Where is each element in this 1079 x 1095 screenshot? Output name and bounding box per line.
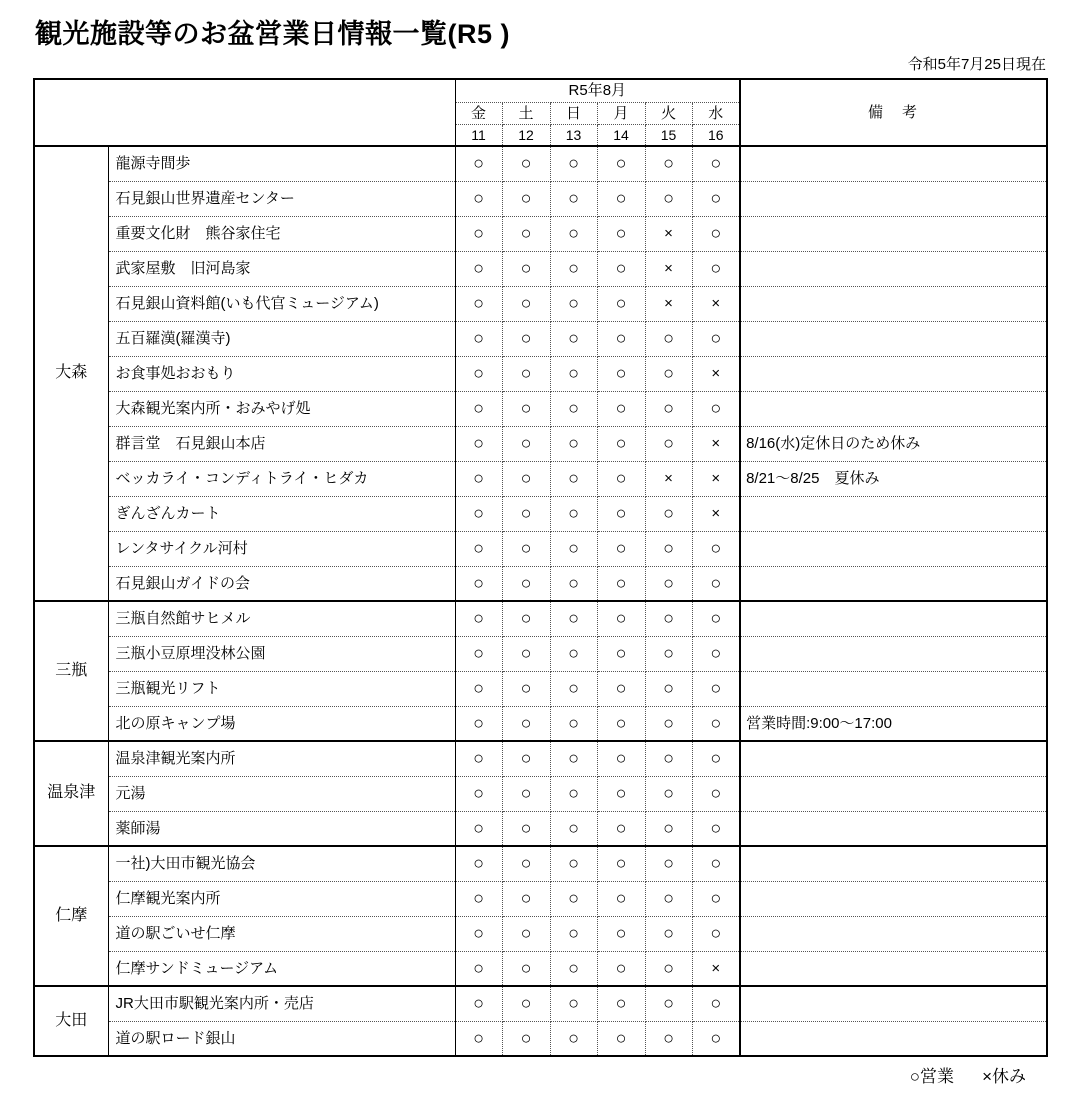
open-mark: ○ <box>455 671 502 706</box>
remark <box>740 986 1047 1021</box>
open-mark: ○ <box>645 881 692 916</box>
open-mark: ○ <box>455 356 502 391</box>
open-mark: ○ <box>455 846 502 881</box>
remark <box>740 846 1047 881</box>
remark <box>740 881 1047 916</box>
open-mark: ○ <box>645 916 692 951</box>
open-mark: ○ <box>692 601 740 636</box>
open-mark: ○ <box>692 146 740 181</box>
open-mark: ○ <box>597 461 645 496</box>
open-mark: ○ <box>597 251 645 286</box>
open-mark: ○ <box>597 391 645 426</box>
open-mark: ○ <box>645 391 692 426</box>
open-mark: ○ <box>502 846 550 881</box>
table-row <box>34 181 1047 216</box>
open-mark: ○ <box>550 181 597 216</box>
facility-name: 仁摩サンドミュージアム <box>108 951 455 986</box>
open-mark: ○ <box>502 986 550 1021</box>
schedule-table <box>33 78 1048 1057</box>
remark <box>740 496 1047 531</box>
open-mark: ○ <box>692 391 740 426</box>
group-label: 大森 <box>34 146 108 601</box>
open-mark: ○ <box>597 216 645 251</box>
day-header-tue: 火 <box>645 103 692 125</box>
table-row <box>34 951 1047 986</box>
open-mark: ○ <box>502 1021 550 1056</box>
facility-name: 五百羅漢(羅漢寺) <box>108 321 455 356</box>
facility-name: 大森観光案内所・おみやげ処 <box>108 391 455 426</box>
remarks-header: 備 考 <box>740 79 1047 146</box>
remark: 8/21～8/25 夏休み <box>740 461 1047 496</box>
table-row <box>34 671 1047 706</box>
open-mark: ○ <box>692 566 740 601</box>
remark <box>740 601 1047 636</box>
open-mark: ○ <box>502 146 550 181</box>
open-mark: ○ <box>692 636 740 671</box>
open-mark: ○ <box>692 216 740 251</box>
table-row <box>34 566 1047 601</box>
open-mark: ○ <box>692 776 740 811</box>
open-mark: ○ <box>502 776 550 811</box>
open-mark: ○ <box>502 916 550 951</box>
facility-name: 温泉津観光案内所 <box>108 741 455 776</box>
facility-name: 石見銀山世界遺産センター <box>108 181 455 216</box>
facility-name: 三瓶小豆原埋没林公園 <box>108 636 455 671</box>
open-mark: ○ <box>597 846 645 881</box>
table-row <box>34 706 1047 741</box>
open-mark: ○ <box>455 146 502 181</box>
open-mark: ○ <box>455 986 502 1021</box>
remark <box>740 391 1047 426</box>
table-row <box>34 286 1047 321</box>
legend-closed: ×休み <box>982 1067 1026 1086</box>
month-header: R5年8月 <box>455 79 740 103</box>
facility-name: 仁摩観光案内所 <box>108 881 455 916</box>
open-mark: ○ <box>550 286 597 321</box>
open-mark: ○ <box>550 986 597 1021</box>
facility-name: レンタサイクル河村 <box>108 531 455 566</box>
open-mark: ○ <box>550 811 597 846</box>
open-mark: ○ <box>645 426 692 461</box>
closed-mark: × <box>645 286 692 321</box>
open-mark: ○ <box>692 811 740 846</box>
remark <box>740 216 1047 251</box>
date-header-11: 11 <box>455 125 502 147</box>
facility-table-body <box>34 146 1047 1056</box>
remark <box>740 356 1047 391</box>
open-mark: ○ <box>597 601 645 636</box>
open-mark: ○ <box>692 916 740 951</box>
facility-name: 道の駅ロード銀山 <box>108 1021 455 1056</box>
facility-name: 北の原キャンプ場 <box>108 706 455 741</box>
group-label: 三瓶 <box>34 601 108 741</box>
open-mark: ○ <box>550 426 597 461</box>
open-mark: ○ <box>455 216 502 251</box>
remark <box>740 531 1047 566</box>
open-mark: ○ <box>455 706 502 741</box>
table-row <box>34 916 1047 951</box>
open-mark: ○ <box>550 251 597 286</box>
open-mark: ○ <box>597 811 645 846</box>
remark <box>740 146 1047 181</box>
closed-mark: × <box>645 251 692 286</box>
open-mark: ○ <box>502 811 550 846</box>
open-mark: ○ <box>502 531 550 566</box>
open-mark: ○ <box>645 741 692 776</box>
open-mark: ○ <box>550 356 597 391</box>
open-mark: ○ <box>550 566 597 601</box>
open-mark: ○ <box>502 251 550 286</box>
open-mark: ○ <box>455 391 502 426</box>
open-mark: ○ <box>550 146 597 181</box>
open-mark: ○ <box>502 706 550 741</box>
open-mark: ○ <box>645 601 692 636</box>
table-row <box>34 811 1047 846</box>
table-row <box>34 1021 1047 1056</box>
open-mark: ○ <box>692 321 740 356</box>
open-mark: ○ <box>645 496 692 531</box>
open-mark: ○ <box>550 391 597 426</box>
page-title: 観光施設等のお盆営業日情報一覧(R5 ) <box>35 19 510 49</box>
open-mark: ○ <box>645 986 692 1021</box>
open-mark: ○ <box>455 601 502 636</box>
group-label: 大田 <box>34 986 108 1056</box>
blank-header-cell <box>34 79 455 146</box>
open-mark: ○ <box>550 706 597 741</box>
open-mark: ○ <box>502 426 550 461</box>
open-mark: ○ <box>550 216 597 251</box>
table-row <box>34 216 1047 251</box>
group-label: 仁摩 <box>34 846 108 986</box>
open-mark: ○ <box>550 461 597 496</box>
open-mark: ○ <box>645 1021 692 1056</box>
open-mark: ○ <box>550 496 597 531</box>
facility-name: JR大田市駅観光案内所・売店 <box>108 986 455 1021</box>
open-mark: ○ <box>597 321 645 356</box>
open-mark: ○ <box>597 566 645 601</box>
open-mark: ○ <box>645 671 692 706</box>
facility-name: 石見銀山ガイドの会 <box>108 566 455 601</box>
table-row <box>34 321 1047 356</box>
open-mark: ○ <box>550 776 597 811</box>
group-label: 温泉津 <box>34 741 108 846</box>
open-mark: ○ <box>455 531 502 566</box>
open-mark: ○ <box>502 286 550 321</box>
open-mark: ○ <box>692 251 740 286</box>
open-mark: ○ <box>455 1021 502 1056</box>
open-mark: ○ <box>597 741 645 776</box>
remark: 8/16(水)定休日のため休み <box>740 426 1047 461</box>
open-mark: ○ <box>502 356 550 391</box>
remark <box>740 811 1047 846</box>
open-mark: ○ <box>502 566 550 601</box>
table-row <box>34 636 1047 671</box>
open-mark: ○ <box>597 916 645 951</box>
date-header-16: 16 <box>692 125 740 147</box>
facility-name: 元湯 <box>108 776 455 811</box>
open-mark: ○ <box>502 741 550 776</box>
closed-mark: × <box>692 356 740 391</box>
open-mark: ○ <box>645 636 692 671</box>
table-row <box>34 426 1047 461</box>
remark <box>740 181 1047 216</box>
open-mark: ○ <box>502 461 550 496</box>
open-mark: ○ <box>597 636 645 671</box>
open-mark: ○ <box>550 846 597 881</box>
open-mark: ○ <box>550 671 597 706</box>
table-row <box>34 251 1047 286</box>
remark <box>740 251 1047 286</box>
open-mark: ○ <box>502 881 550 916</box>
open-mark: ○ <box>645 776 692 811</box>
open-mark: ○ <box>692 846 740 881</box>
closed-mark: × <box>692 286 740 321</box>
open-mark: ○ <box>550 951 597 986</box>
open-mark: ○ <box>645 181 692 216</box>
facility-name: ぎんざんカート <box>108 496 455 531</box>
open-mark: ○ <box>645 566 692 601</box>
open-mark: ○ <box>550 601 597 636</box>
open-mark: ○ <box>455 461 502 496</box>
open-mark: ○ <box>550 531 597 566</box>
open-mark: ○ <box>502 601 550 636</box>
as-of-date: 令和5年7月25日現在 <box>907 56 1046 73</box>
facility-name: 三瓶自然館サヒメル <box>108 601 455 636</box>
day-header-sun: 日 <box>550 103 597 125</box>
open-mark: ○ <box>597 951 645 986</box>
open-mark: ○ <box>597 671 645 706</box>
open-mark: ○ <box>455 321 502 356</box>
open-mark: ○ <box>502 496 550 531</box>
open-mark: ○ <box>502 671 550 706</box>
open-mark: ○ <box>455 426 502 461</box>
open-mark: ○ <box>550 321 597 356</box>
open-mark: ○ <box>692 181 740 216</box>
remark <box>740 566 1047 601</box>
open-mark: ○ <box>597 531 645 566</box>
day-header-wed: 水 <box>692 103 740 125</box>
open-mark: ○ <box>597 496 645 531</box>
open-mark: ○ <box>692 986 740 1021</box>
open-mark: ○ <box>455 251 502 286</box>
open-mark: ○ <box>645 146 692 181</box>
legend <box>33 1062 1046 1087</box>
open-mark: ○ <box>645 951 692 986</box>
open-mark: ○ <box>455 916 502 951</box>
remark <box>740 776 1047 811</box>
open-mark: ○ <box>455 951 502 986</box>
facility-name: 薬師湯 <box>108 811 455 846</box>
open-mark: ○ <box>455 636 502 671</box>
open-mark: ○ <box>502 951 550 986</box>
open-mark: ○ <box>455 776 502 811</box>
open-mark: ○ <box>645 706 692 741</box>
open-mark: ○ <box>692 881 740 916</box>
remark: 営業時間:9:00～17:00 <box>740 706 1047 741</box>
table-row <box>34 391 1047 426</box>
open-mark: ○ <box>692 1021 740 1056</box>
table-row <box>34 146 1047 181</box>
open-mark: ○ <box>597 356 645 391</box>
date-header-12: 12 <box>502 125 550 147</box>
open-mark: ○ <box>597 1021 645 1056</box>
open-mark: ○ <box>550 636 597 671</box>
table-row <box>34 461 1047 496</box>
open-mark: ○ <box>597 426 645 461</box>
open-mark: ○ <box>692 531 740 566</box>
open-mark: ○ <box>597 706 645 741</box>
facility-name: 重要文化財 熊谷家住宅 <box>108 216 455 251</box>
open-mark: ○ <box>455 496 502 531</box>
remark <box>740 1021 1047 1056</box>
facility-name: お食事処おおもり <box>108 356 455 391</box>
table-row <box>34 741 1047 776</box>
open-mark: ○ <box>692 741 740 776</box>
day-header-mon: 月 <box>597 103 645 125</box>
closed-mark: × <box>692 426 740 461</box>
facility-name: ベッカライ・コンディトライ・ヒダカ <box>108 461 455 496</box>
facility-name: 群言堂 石見銀山本店 <box>108 426 455 461</box>
open-mark: ○ <box>597 881 645 916</box>
table-row <box>34 531 1047 566</box>
open-mark: ○ <box>597 776 645 811</box>
open-mark: ○ <box>455 286 502 321</box>
open-mark: ○ <box>645 846 692 881</box>
date-header-14: 14 <box>597 125 645 147</box>
facility-name: 道の駅ごいせ仁摩 <box>108 916 455 951</box>
open-mark: ○ <box>645 356 692 391</box>
remark <box>740 916 1047 951</box>
remark <box>740 671 1047 706</box>
remark <box>740 321 1047 356</box>
open-mark: ○ <box>455 811 502 846</box>
facility-name: 龍源寺間歩 <box>108 146 455 181</box>
table-row <box>34 986 1047 1021</box>
open-mark: ○ <box>455 881 502 916</box>
table-row <box>34 776 1047 811</box>
day-header-fri: 金 <box>455 103 502 125</box>
open-mark: ○ <box>550 916 597 951</box>
remark <box>740 951 1047 986</box>
open-mark: ○ <box>597 146 645 181</box>
open-mark: ○ <box>502 391 550 426</box>
facility-name: 三瓶観光リフト <box>108 671 455 706</box>
open-mark: ○ <box>645 321 692 356</box>
open-mark: ○ <box>502 181 550 216</box>
table-row <box>34 881 1047 916</box>
closed-mark: × <box>645 461 692 496</box>
open-mark: ○ <box>455 741 502 776</box>
closed-mark: × <box>692 496 740 531</box>
open-mark: ○ <box>455 181 502 216</box>
closed-mark: × <box>692 951 740 986</box>
facility-name: 一社)大田市観光協会 <box>108 846 455 881</box>
open-mark: ○ <box>597 986 645 1021</box>
table-row <box>34 356 1047 391</box>
open-mark: ○ <box>502 321 550 356</box>
open-mark: ○ <box>550 1021 597 1056</box>
remark <box>740 286 1047 321</box>
table-row <box>34 601 1047 636</box>
open-mark: ○ <box>597 181 645 216</box>
open-mark: ○ <box>692 671 740 706</box>
open-mark: ○ <box>597 286 645 321</box>
closed-mark: × <box>645 216 692 251</box>
date-header-15: 15 <box>645 125 692 147</box>
open-mark: ○ <box>645 811 692 846</box>
legend-open: ○営業 <box>909 1067 955 1086</box>
table-row <box>34 496 1047 531</box>
date-header-13: 13 <box>550 125 597 147</box>
closed-mark: × <box>692 461 740 496</box>
open-mark: ○ <box>645 531 692 566</box>
remark <box>740 636 1047 671</box>
open-mark: ○ <box>550 741 597 776</box>
table-row <box>34 846 1047 881</box>
open-mark: ○ <box>692 706 740 741</box>
open-mark: ○ <box>455 566 502 601</box>
day-header-sat: 土 <box>502 103 550 125</box>
month-header-row <box>34 79 1047 103</box>
open-mark: ○ <box>502 636 550 671</box>
remark <box>740 741 1047 776</box>
facility-name: 武家屋敷 旧河島家 <box>108 251 455 286</box>
open-mark: ○ <box>550 881 597 916</box>
open-mark: ○ <box>502 216 550 251</box>
facility-name: 石見銀山資料館(いも代官ミュージアム) <box>108 286 455 321</box>
